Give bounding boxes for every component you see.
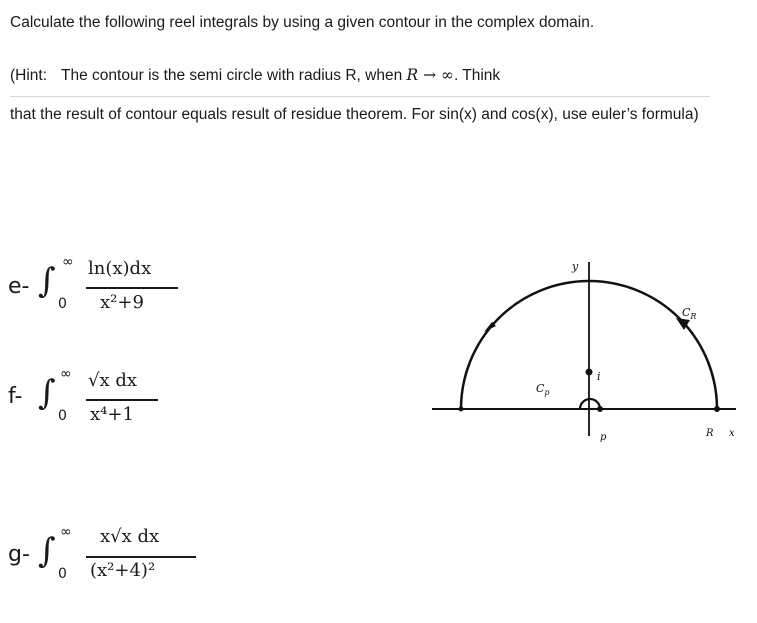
upper-limit: ∞ xyxy=(60,524,72,540)
integral-sign: ∫ xyxy=(38,531,56,571)
denominator: x⁴+1 xyxy=(90,404,134,425)
indent-cp xyxy=(580,399,600,409)
cr-label: $C_R$ xyxy=(682,306,697,321)
hint-end: . Think xyxy=(453,67,501,84)
hint-text: The contour is the semi circle with radius R, when xyxy=(61,67,403,84)
problem-label: g- xyxy=(8,542,30,567)
problem-label: f- xyxy=(8,384,23,409)
lower-limit: 0 xyxy=(58,566,67,582)
denominator: (x²+4)² xyxy=(90,560,156,581)
origin-dot xyxy=(597,406,603,412)
pole-i-dot xyxy=(586,369,593,376)
lower-limit: 0 xyxy=(58,296,67,312)
hint-continuation: that the result of contour equals result of residue theorem. For sin(x) and cos(x), use euler’s formula) xyxy=(10,106,699,123)
r-dot xyxy=(714,406,720,412)
cp-label: $C_p$ xyxy=(536,382,550,397)
instruction-text: Calculate the following reel integrals by using a given contour in the complex domain. xyxy=(10,14,595,31)
numerator: x√x dx xyxy=(100,526,160,547)
integral-sign: ∫ xyxy=(38,261,56,301)
upper-limit: ∞ xyxy=(60,366,72,382)
upper-limit: ∞ xyxy=(62,254,74,270)
p-label: p xyxy=(600,432,607,443)
numerator: ln(x)dx xyxy=(88,258,152,279)
lower-limit: 0 xyxy=(58,408,67,424)
denominator: x²+9 xyxy=(100,292,144,313)
problem-label: e- xyxy=(8,274,30,299)
y-label: y xyxy=(572,260,579,273)
numerator: √x dx xyxy=(88,370,138,391)
r-label: R xyxy=(706,428,714,439)
left-dot xyxy=(459,407,464,412)
i-label: i xyxy=(597,370,601,383)
hint-math: R → ∞ xyxy=(406,66,454,84)
hint-open: (Hint: xyxy=(10,67,48,84)
integral-sign: ∫ xyxy=(38,373,56,413)
x-label: x xyxy=(729,428,735,439)
